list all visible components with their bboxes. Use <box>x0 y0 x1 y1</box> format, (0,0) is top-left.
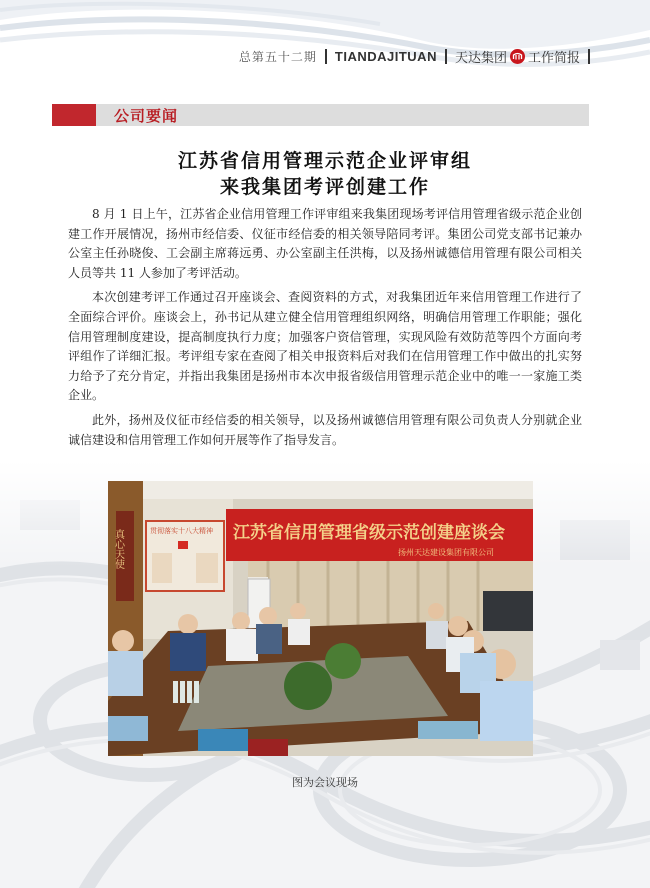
photo-wall-sign: 真心天使 <box>112 529 124 569</box>
company-logo-icon <box>510 49 525 64</box>
masthead-divider <box>445 49 447 64</box>
photo-board-title: 贯彻落实十八大精神 <box>150 527 213 535</box>
issue-number: 总第五十二期 <box>238 49 317 64</box>
meeting-photo <box>108 481 533 756</box>
article-paragraph: 8 月 1 日上午，江苏省企业信用管理工作评审组来我集团现场考评信用管理省级示范企业创建工作开展情况，扬州市经信委、仪征市经信委的相关领导陪同考评。集团公司党支部书记兼办公室主任孙晓俊、工会副主席蒋远勇、办公室副主任洪梅，以及扬州诚德信用管理有限公司相关人员等共 11 人参加了考评活动。 <box>68 207 582 280</box>
masthead-divider <box>325 49 327 64</box>
article-paragraph: 此外，扬州及仪征市经信委的相关领导，以及扬州诚德信用管理有限公司负责人分别就企业诚信建设和信用管理工作如何开展等作了指导发言。 <box>68 412 582 447</box>
masthead-divider <box>588 49 590 64</box>
photo-banner-title: 江苏省信用管理省级示范创建座谈会 <box>233 523 505 543</box>
brand-english: TIANDAJITUAN <box>334 48 437 64</box>
article-title-line-2: 来我集团考评创建工作 <box>219 176 430 198</box>
section-header <box>52 104 589 126</box>
section-label: 公司要闻 <box>114 107 179 125</box>
brand-group <box>455 47 580 66</box>
masthead <box>239 46 590 66</box>
photo-caption: 图为会议现场 <box>292 776 358 789</box>
article-title-line-1: 江苏省信用管理示范企业评审组 <box>177 150 472 172</box>
photo-banner-subtitle: 扬州天达建设集团有限公司 <box>398 548 494 557</box>
article-body <box>68 205 582 455</box>
section-accent-block <box>52 104 96 126</box>
brand-chinese: 天达集团 <box>454 49 507 65</box>
publication-name: 工作简报 <box>527 49 580 65</box>
article-paragraph: 本次创建考评工作通过召开座谈会、查阅资料的方式，对我集团近年来信用管理工作进行了全面综合评价。座谈会上，孙书记从建立健全信用管理组织网络，明确信用管理工作职能；强化信用管理制度建设，提高制度执行力度；加强客户资信管理，实现风险有效防范等四个方面向考评组作了详细汇报。考评组专家在查阅了相关申报资料后对我们在信用管理工作中做出的扎实努力给予了充分肯定，并指出我集团是扬州市本次申报省级信用管理示范企业中的唯一一家施工类企业。 <box>68 290 582 403</box>
